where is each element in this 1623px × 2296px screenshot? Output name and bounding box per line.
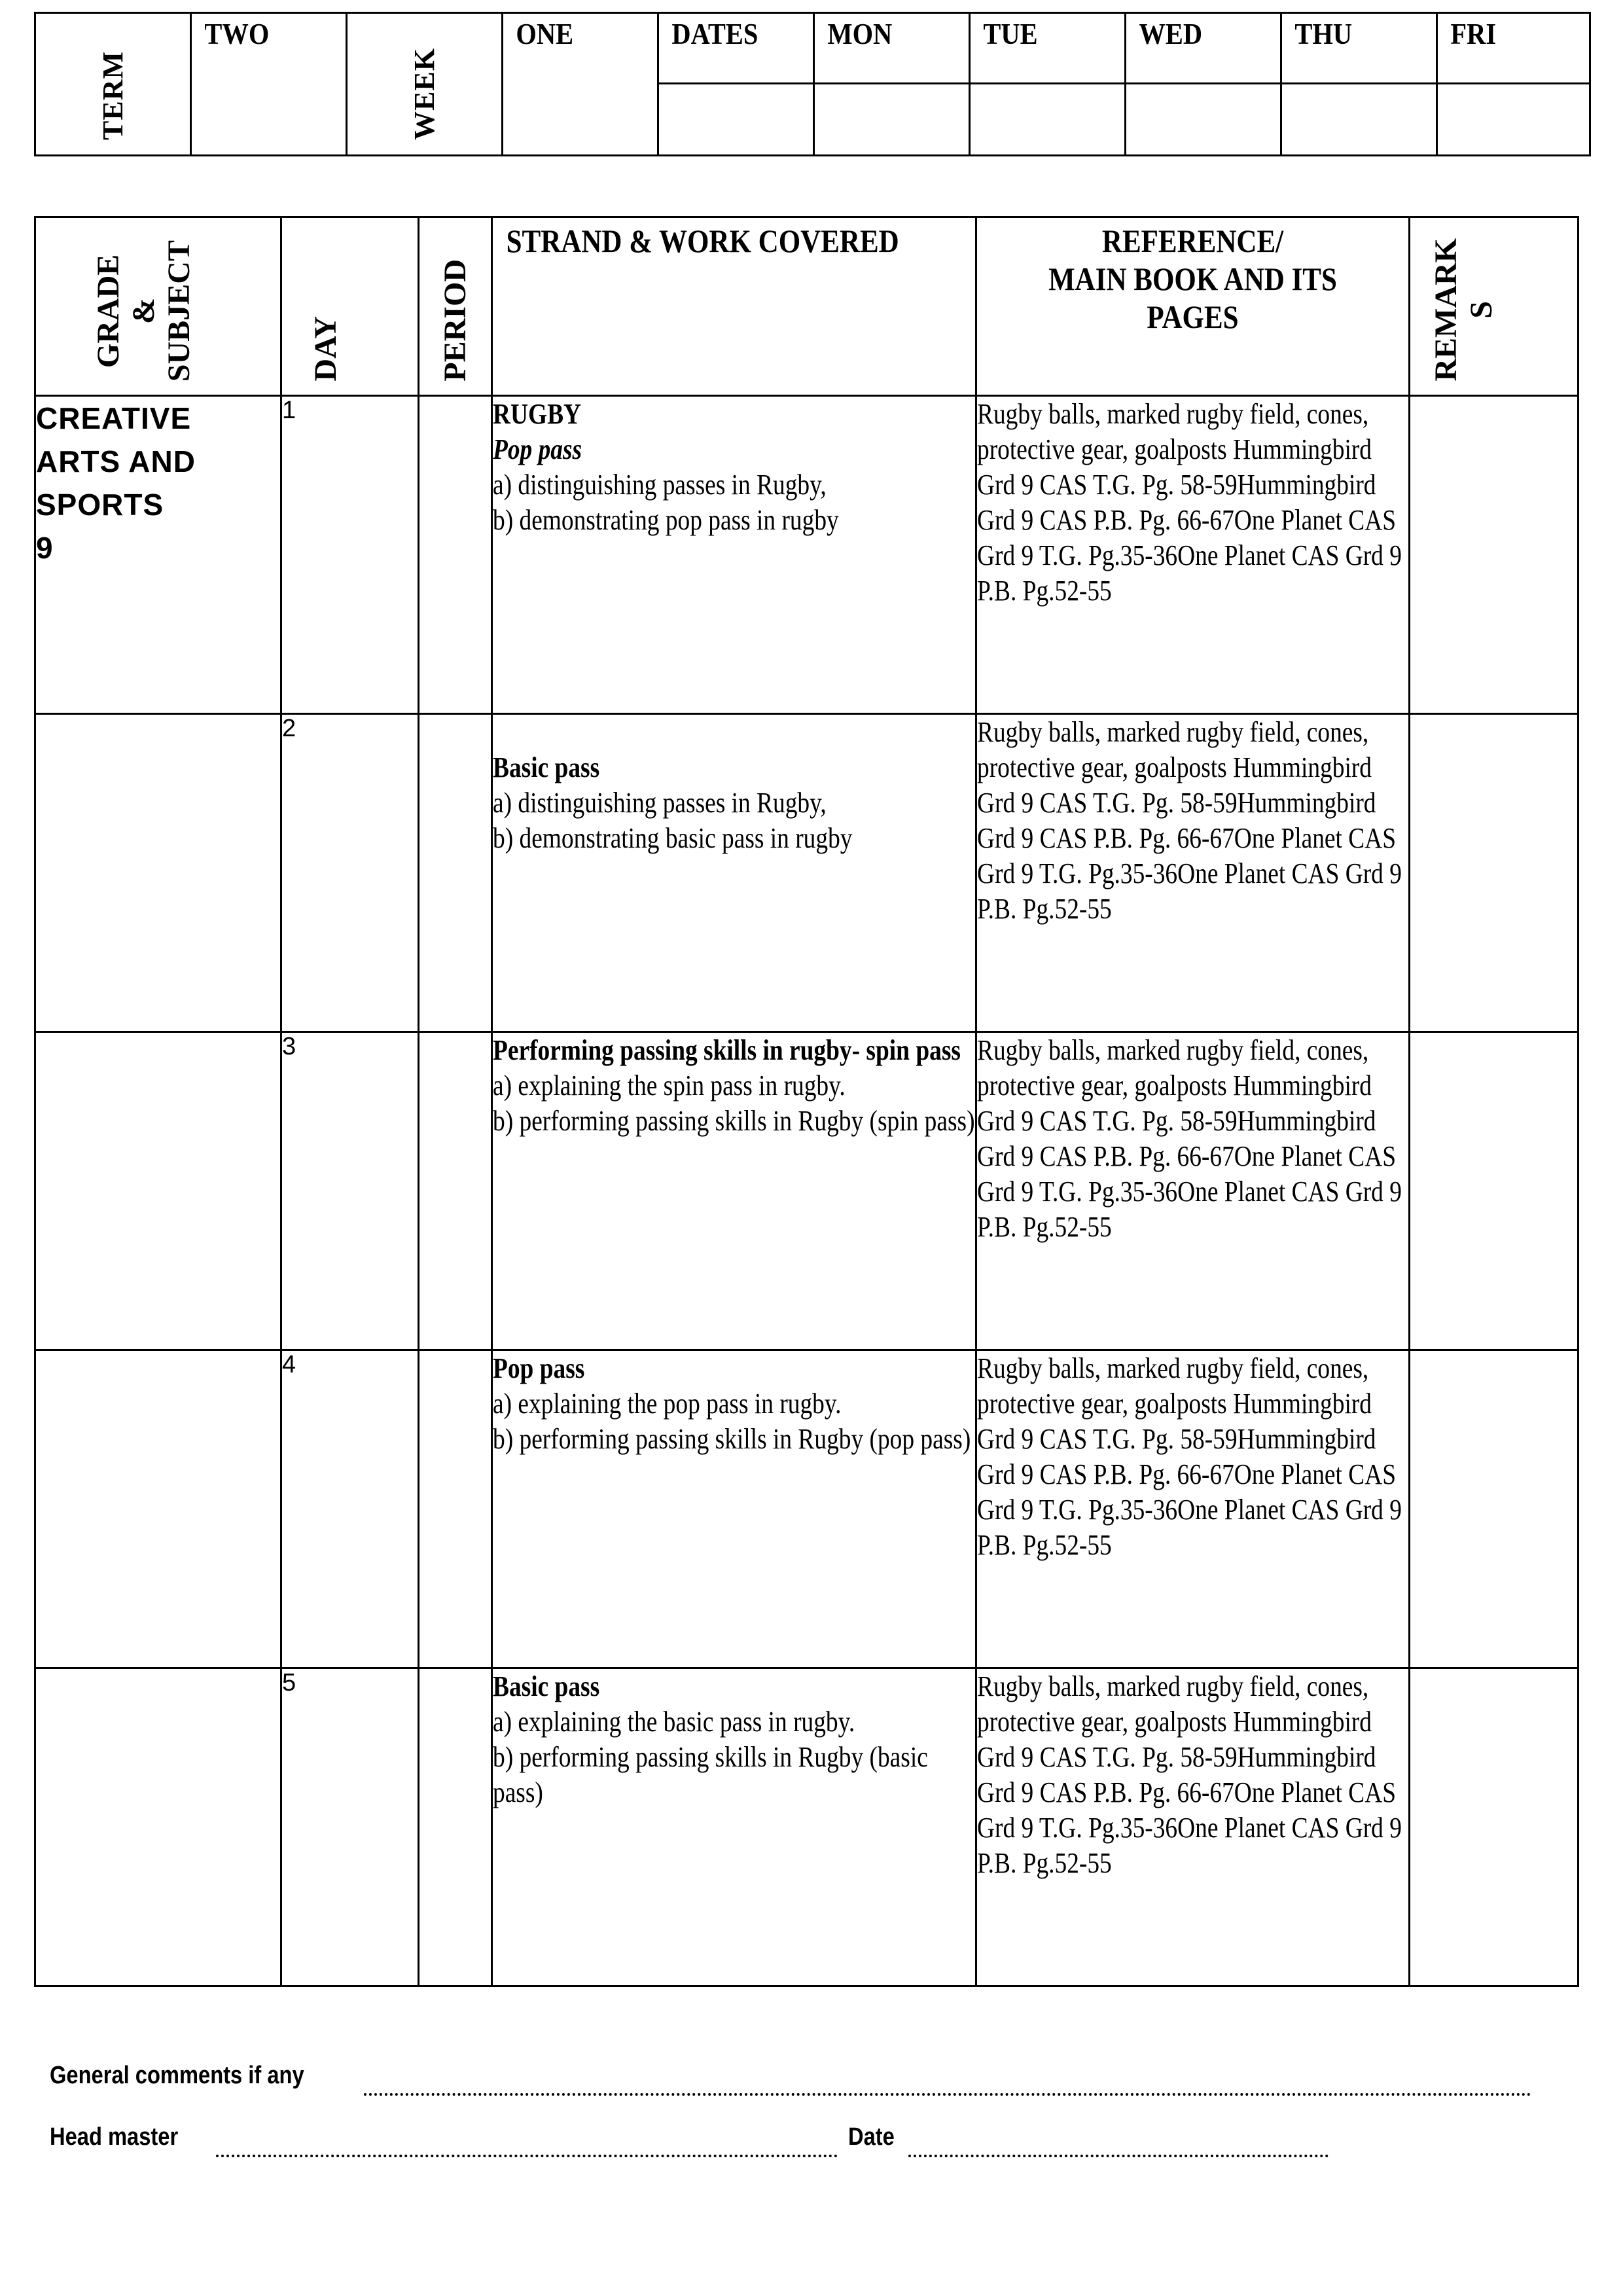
column-header-day (281, 217, 419, 396)
remarks-label-line2: S (1464, 301, 1499, 319)
column-header-strand (492, 217, 976, 396)
date-mon-cell[interactable] (814, 84, 970, 156)
remarks-label (1429, 238, 1499, 382)
reference-cell (976, 714, 1410, 1032)
remarks-cell[interactable] (1410, 714, 1578, 1032)
term-value-cell (191, 13, 347, 156)
work-item-a: a) distinguishing passes in Rugby, (493, 787, 827, 819)
period-label: PERIOD (438, 259, 473, 382)
strand-subtitle: Pop pass (493, 433, 582, 465)
period-cell[interactable] (419, 1032, 492, 1350)
subject-cell (35, 714, 281, 1032)
date-field[interactable] (908, 2155, 1329, 2157)
grade-number: 9 (36, 531, 54, 565)
subject-line: ARTS AND (36, 444, 196, 478)
work-item-a: a) explaining the basic pass in rugby. (493, 1706, 855, 1738)
subject-cell (35, 396, 281, 714)
column-header-grade-subject (35, 217, 281, 396)
subject-label: SUBJECT (162, 240, 196, 382)
reference-label (1007, 222, 1378, 336)
table-row (35, 714, 1578, 1032)
table-row (35, 1668, 1578, 1986)
date-tue-cell[interactable] (970, 84, 1126, 156)
column-header-reference (976, 217, 1410, 396)
date-fri-cell[interactable] (1437, 84, 1590, 156)
day-label-fri: FRI (1450, 17, 1497, 50)
reference-label-line3: PAGES (1147, 298, 1239, 335)
term-label: TERM (96, 51, 129, 140)
strand-title: RUGBY (493, 398, 582, 430)
head-master-label: Head master (50, 2123, 179, 2151)
term-value: TWO (204, 17, 270, 50)
week-value-cell (503, 13, 658, 156)
remarks-cell[interactable] (1410, 1668, 1578, 1986)
table-row (35, 1032, 1578, 1350)
grade-label: GRADE (91, 254, 126, 368)
day-header-thu (1281, 13, 1437, 84)
day-cell: 4 (281, 1350, 419, 1668)
work-item-a: a) distinguishing passes in Rugby, (493, 469, 827, 501)
work-item-b: b) performing passing skills in Rugby (spin pass) (493, 1105, 975, 1137)
ampersand-label: & (126, 297, 161, 324)
date-thu-cell[interactable] (1281, 84, 1437, 156)
subject-cell (35, 1350, 281, 1668)
work-item-b: b) performing passing skills in Rugby (basic pass) (493, 1741, 928, 1808)
strand-label: STRAND & WORK COVERED (506, 223, 899, 259)
reference-label-line1: REFERENCE/ (1101, 223, 1284, 259)
dates-label: DATES (671, 17, 758, 50)
head-master-line (50, 2123, 199, 2151)
week-label: WEEK (408, 48, 440, 140)
subject-line: CREATIVE (36, 401, 192, 435)
day-label-tue: TUE (983, 17, 1038, 50)
period-cell[interactable] (419, 714, 492, 1032)
term-week-header-table (34, 12, 1591, 156)
strand-title: Basic pass (493, 1670, 600, 1702)
day-header-fri (1437, 13, 1590, 84)
subject-line: SPORTS (36, 488, 164, 522)
period-cell[interactable] (419, 396, 492, 714)
reference-text: Rugby balls, marked rugby field, cones, protective gear, goalposts Hummingbird Grd 9 CAS T.G. Pg. 58-59Hummingbird Grd 9 CAS P.B. Pg. 66-67One Planet CAS Grd 9 T.G. Pg.35-36One Planet CAS Grd 9 P.B. Pg.52-55 (977, 716, 1402, 925)
day-header-mon (814, 13, 970, 84)
period-cell[interactable] (419, 1350, 492, 1668)
remarks-label-line1: REMARK (1429, 238, 1463, 382)
remarks-cell[interactable] (1410, 396, 1578, 714)
strand-cell (492, 1032, 976, 1350)
date-label: Date (848, 2123, 895, 2151)
day-cell: 1 (281, 396, 419, 714)
work-item-a: a) explaining the spin pass in rugby. (493, 1069, 846, 1102)
day-label: DAY (308, 316, 343, 382)
grade-subject-label (91, 240, 197, 382)
strand-cell (492, 1668, 976, 1986)
day-label-wed: WED (1139, 17, 1203, 50)
strand-cell (492, 1350, 976, 1668)
week-value: ONE (516, 17, 574, 50)
day-label-thu: THU (1294, 17, 1353, 50)
strand-cell (492, 714, 976, 1032)
day-cell: 3 (281, 1032, 419, 1350)
general-comments-line (50, 2062, 346, 2090)
week-label-cell (347, 13, 503, 156)
table-row (35, 1350, 1578, 1668)
reference-cell (976, 396, 1410, 714)
work-item-b: b) demonstrating basic pass in rugby (493, 822, 853, 854)
subject-cell (35, 1668, 281, 1986)
strand-title: Pop pass (493, 1352, 585, 1384)
table-row (35, 396, 1578, 714)
subject-cell (35, 1032, 281, 1350)
day-label-mon: MON (827, 17, 893, 50)
dates-label-cell (658, 13, 814, 84)
reference-text: Rugby balls, marked rugby field, cones, protective gear, goalposts Hummingbird Grd 9 CAS T.G. Pg. 58-59Hummingbird Grd 9 CAS P.B. Pg. 66-67One Planet CAS Grd 9 T.G. Pg.35-36One Planet CAS Grd 9 P.B. Pg.52-55 (977, 1034, 1402, 1243)
reference-cell (976, 1668, 1410, 1986)
work-item-b: b) demonstrating pop pass in rugby (493, 504, 839, 536)
day-cell: 5 (281, 1668, 419, 1986)
date-wed-cell[interactable] (1126, 84, 1281, 156)
day-header-wed (1126, 13, 1281, 84)
scheme-of-work-table (34, 216, 1579, 1987)
reference-text: Rugby balls, marked rugby field, cones, protective gear, goalposts Hummingbird Grd 9 CAS T.G. Pg. 58-59Hummingbird Grd 9 CAS P.B. Pg. 66-67One Planet CAS Grd 9 T.G. Pg.35-36One Planet CAS Grd 9 P.B. Pg.52-55 (977, 398, 1402, 607)
reference-label-line2: MAIN BOOK AND ITS (1048, 260, 1337, 297)
strand-title: Basic pass (493, 751, 600, 783)
reference-cell (976, 1350, 1410, 1668)
column-header-period (419, 217, 492, 396)
reference-text: Rugby balls, marked rugby field, cones, protective gear, goalposts Hummingbird Grd 9 CAS T.G. Pg. 58-59Hummingbird Grd 9 CAS P.B. Pg. 66-67One Planet CAS Grd 9 T.G. Pg.35-36One Planet CAS Grd 9 P.B. Pg.52-55 (977, 1670, 1402, 1879)
strand-cell (492, 396, 976, 714)
column-header-remarks (1410, 217, 1578, 396)
general-comments-field[interactable] (364, 2093, 1531, 2096)
remarks-cell[interactable] (1410, 1350, 1578, 1668)
strand-title: Performing passing skills in rugby- spin pass (493, 1034, 961, 1066)
remarks-cell[interactable] (1410, 1032, 1578, 1350)
reference-text: Rugby balls, marked rugby field, cones, protective gear, goalposts Hummingbird Grd 9 CAS T.G. Pg. 58-59Hummingbird Grd 9 CAS P.B. Pg. 66-67One Planet CAS Grd 9 T.G. Pg.35-36One Planet CAS Grd 9 P.B. Pg.52-55 (977, 1352, 1402, 1561)
reference-cell (976, 1032, 1410, 1350)
work-item-a: a) explaining the pop pass in rugby. (493, 1388, 842, 1420)
period-cell[interactable] (419, 1668, 492, 1986)
day-header-tue (970, 13, 1126, 84)
dates-value-cell[interactable] (658, 84, 814, 156)
work-item-b: b) performing passing skills in Rugby (pop pass) (493, 1423, 971, 1455)
date-line (848, 2123, 902, 2151)
head-master-signature-field[interactable] (216, 2155, 838, 2157)
day-cell: 2 (281, 714, 419, 1032)
term-label-cell (35, 13, 191, 156)
general-comments-label: General comments if any (50, 2062, 304, 2089)
